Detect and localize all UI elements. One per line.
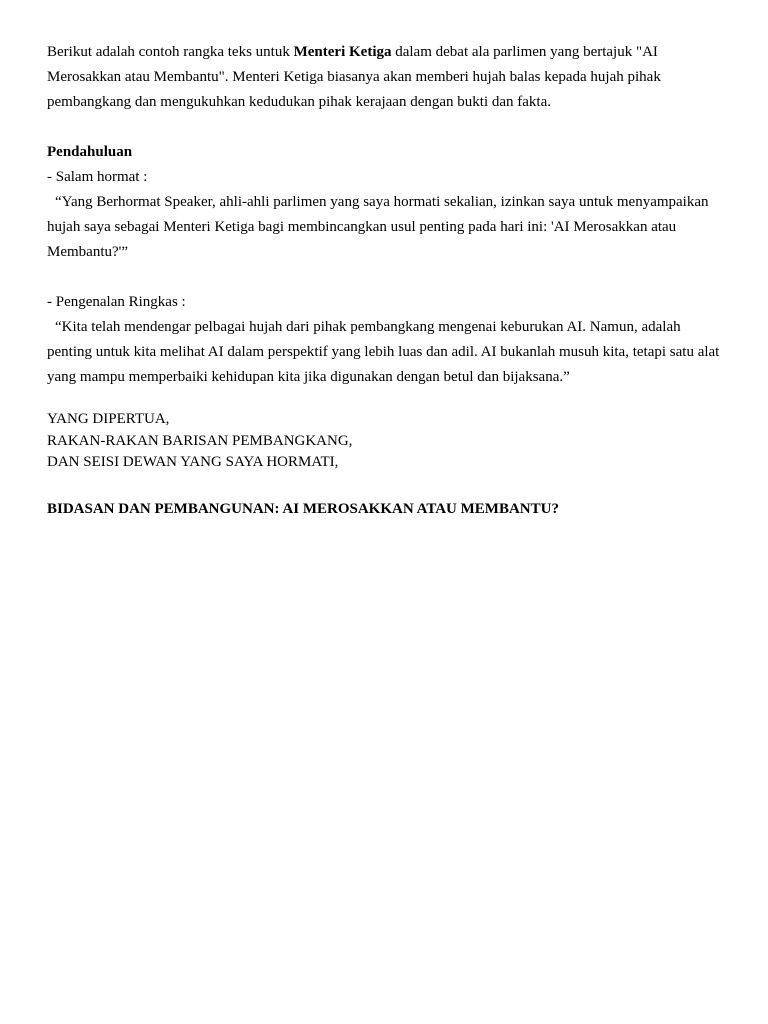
intro-text-part2: dalam debat ala parlimen yang bertajuk "AI Merosakkan atau Membantu". Menteri Ketiga biasanya akan memberi hujah balas kepada hujah pihak pembangkang dan mengukuhkan kedudukan pihak kerajaan dengan bukti dan fakta.: [47, 44, 661, 110]
intro-text-part1: Berikut adalah contoh rangka teks untuk: [47, 44, 294, 60]
section-heading-pendahuluan: Pendahuluan: [47, 144, 133, 160]
address-block: [47, 409, 727, 474]
intro-paragraph: [47, 40, 727, 115]
address-line-1: YANG DIPERTUA,: [47, 411, 170, 427]
address-line-3: DAN SEISI DEWAN YANG SAYA HORMATI,: [47, 454, 339, 470]
summary-quote: “Kita telah mendengar pelbagai hujah dari pihak pembangkang mengenai keburukan AI. Namun, adalah penting untuk kita melihat AI dalam perspektif yang lebih luas dan adil. AI bukanlah musuh kita, tetapi satu alat yang mampu memperbaiki kehidupan kita jika digunakan dengan betul dan bijaksana.”: [47, 319, 720, 385]
address-line-2: RAKAN-RAKAN BARISAN PEMBANGKANG,: [47, 432, 353, 449]
greeting-label: - Salam hormat :: [47, 169, 148, 185]
final-heading: BIDASAN DAN PEMBANGUNAN: AI MEROSAKKAN ATAU MEMBANTU?: [47, 500, 559, 517]
summary-label: - Pengenalan Ringkas :: [47, 294, 186, 310]
intro-bold-term: Menteri Ketiga: [293, 44, 392, 60]
greeting-quote: “Yang Berhormat Speaker, ahli-ahli parlimen yang saya hormati sekalian, izinkan saya untuk menyampaikan hujah saya sebagai Menteri Ketiga bagi membincangkan usul penting pada hari ini: 'AI Merosakkan atau Membantu?'”: [47, 194, 709, 260]
document-body: [47, 40, 727, 522]
